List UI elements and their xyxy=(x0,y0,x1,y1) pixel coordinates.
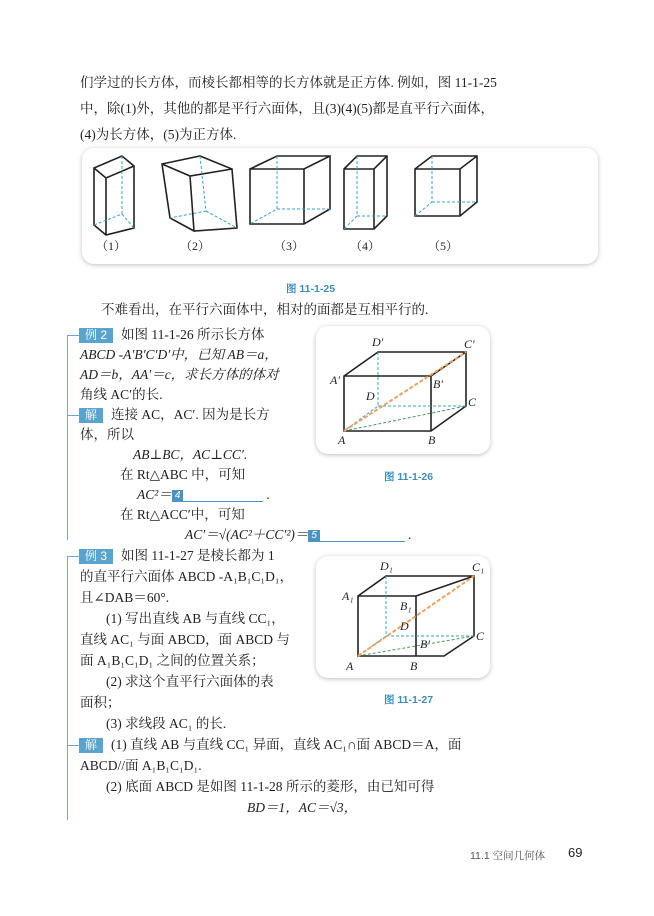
figure-label: （4） xyxy=(350,239,381,253)
blank-line xyxy=(183,489,263,502)
solution-text: (2) 底面 ABCD 是如图 11-1-28 所示的菱形，由已知可得 xyxy=(106,779,435,794)
bracket-tick xyxy=(67,745,79,746)
example-text: (3) 求线段 AC₁ 的长. xyxy=(106,716,227,731)
figure-caption: 图 11-1-26 xyxy=(384,471,434,483)
blank-line xyxy=(320,529,405,542)
intro-line: 们学过的长方体，而棱长都相等的长方体就是正方体. 例如，图 11-1-25 xyxy=(80,75,497,90)
vertex-label: A′ xyxy=(330,373,340,387)
solution-text: (1) 直线 AB 与直线 CC₁ 异面，直线 AC₁∩面 ABCD＝A，面 xyxy=(111,737,462,752)
intro-line: (4)为长方体，(5)为正方体. xyxy=(80,127,237,142)
vertex-label: D xyxy=(400,619,409,633)
solution-text: BD＝1，AC＝√3， xyxy=(247,800,358,815)
example-text: 直线 AC₁ 与面 ABCD，面 ABCD 与 xyxy=(80,632,290,647)
figure-11-1-26 xyxy=(316,326,490,454)
prism-4 xyxy=(344,156,387,229)
footer-section: 11.1 空间几何体 xyxy=(470,850,546,862)
vertex-label: B′ xyxy=(420,637,430,651)
vertex-label: B₁ xyxy=(400,599,412,613)
example-text: 如图 11-1-26 所示长方体 xyxy=(121,327,265,342)
example-text: 面 A₁B₁C₁D₁ 之间的位置关系； xyxy=(80,653,265,668)
answer-blank-4[interactable]: 4 xyxy=(172,490,184,502)
parallelepipeds-drawing xyxy=(82,148,598,244)
solution-tag: 解 xyxy=(79,738,103,753)
bracket-tick xyxy=(67,335,79,336)
prism-2 xyxy=(162,156,237,231)
example-text: 且∠DAB＝60°. xyxy=(80,590,170,605)
bracket-tick xyxy=(67,556,79,557)
vertex-label: C′ xyxy=(464,337,475,351)
example-text: 面积； xyxy=(80,695,121,710)
vertex-label: D₁ xyxy=(380,559,393,573)
figure-label: （3） xyxy=(274,239,305,253)
bracket-line xyxy=(67,335,68,540)
example-text: 的直平行六面体 ABCD -A₁B₁C₁D₁， xyxy=(80,569,294,584)
solution-tag: 解 xyxy=(79,408,103,423)
bracket-line xyxy=(67,556,68,820)
vertex-label: B′ xyxy=(433,377,443,391)
example-text: ABCD -A′B′C′D′中，已知 AB＝a， xyxy=(80,347,278,362)
figure-caption: 图 11-1-27 xyxy=(384,694,434,706)
vertex-label: B xyxy=(410,659,418,673)
vertex-label: C xyxy=(476,629,485,643)
right-parallelepiped-drawing xyxy=(316,556,490,678)
solution-text: 连接 AC，AC′. 因为是长方 xyxy=(111,407,270,422)
solution-text: ABCD//面 A₁B₁C₁D₁. xyxy=(80,758,202,773)
figure-label: （5） xyxy=(428,239,459,253)
vertex-label: A xyxy=(346,659,354,673)
prism-5 xyxy=(415,156,477,216)
vertex-label: A₁ xyxy=(342,589,354,603)
bracket-tick xyxy=(67,415,79,416)
figure-caption: 图 11-1-25 xyxy=(286,283,336,295)
paragraph: 不难看出，在平行六面体中，相对的面都是互相平行的. xyxy=(101,302,429,317)
page-number: 69 xyxy=(568,845,583,860)
example-3-tag: 例 3 xyxy=(79,549,113,564)
answer-blank-5[interactable]: 5 xyxy=(308,530,320,542)
example-2-tag: 例 2 xyxy=(79,328,113,343)
figure-11-1-27 xyxy=(316,556,490,678)
solution-text: AC′＝√(AC²＋CC′²)＝ xyxy=(185,527,309,542)
example-text: 如图 11-1-27 是棱长都为 1 xyxy=(121,548,275,563)
vertex-label: D′ xyxy=(372,335,384,349)
vertex-label: A xyxy=(338,433,346,447)
vertex-label: C₁ xyxy=(472,560,485,574)
solution-text: 体，所以 xyxy=(80,427,134,442)
solution-text: AC²＝ xyxy=(137,487,172,502)
vertex-label: B xyxy=(428,433,436,447)
vertex-label: C xyxy=(468,395,477,409)
figure-label: （1） xyxy=(96,239,127,253)
solution-text: AB⊥BC，AC⊥CC′. xyxy=(133,447,248,462)
example-text: (2) 求这个直平行六面体的表 xyxy=(106,674,274,689)
example-text: (1) 写出直线 AB 与直线 CC₁， xyxy=(106,611,285,626)
solution-text: 在 Rt△ABC 中，可知 xyxy=(120,467,246,482)
intro-line: 中，除(1)外，其他的都是平行六面体，且(3)(4)(5)都是直平行六面体， xyxy=(80,101,494,116)
prism-1 xyxy=(94,156,134,235)
textbook-page: 们学过的长方体，而棱长都相等的长方体就是正方体. 例如，图 11-1-25 中，除(1)外，其他的都是平行六面体，且(3)(4)(5)都是直平行六面体， (4)为长方体，(5)为正方体. （1） （2） （3） （4） （5） 图 11-1-25 不难看出，在平行六面体中，相对的面都是互相平行的. 例 2 如图 11-1-26 所示长方体 ABCD -A′B′C′D′中，已知 AB＝a， AD＝b，AA′＝c，求长方体的体对 角线 AC′的长. 解 连接 AC，AC′. 因为是长方 体，所以 AB⊥BC，AC⊥CC′. 在 Rt△ABC 中，可知 AC²＝ 4 . 在 Rt△ACC′中，可知 AC′＝√(AC²＋CC′²)＝ 5 . D′ C′ A′ B′ D C A B 图 11-1-26 例 3 如图 11-1-27 是棱长都为 1 的直平行六面体 ABCD -A₁B₁C₁D₁， 且∠DAB＝60°. (1) 写出直线 AB 与直线 CC₁， 直线 AC₁ 与面 ABCD，面 ABCD 与 面 A₁B₁C₁D₁ 之间的位置关系； (2) 求这个直平行六面体的表 面积； (3) 求线段 AC₁ 的长. 解 (1) 直线 AB 与直线 CC₁ 异面，直线 AC₁∩面 ABCD＝A，面 ABCD//面 A₁B₁C₁D₁. (2) 底面 ABCD 是如图 11-1-28 所示的菱形，由已知可得 BD＝1，AC＝√3， D₁ C₁ A₁ B₁ D B′ C A B 图 11-1-27 11.1 空间几何体 69 xyxy=(0,0,654,916)
vertex-label: D xyxy=(366,389,375,403)
prism-3 xyxy=(250,156,330,224)
solution-text: 在 Rt△ACC′中，可知 xyxy=(120,507,245,522)
figure-label: （2） xyxy=(180,239,211,253)
figure-11-1-25 xyxy=(82,148,598,264)
example-text: 角线 AC′的长. xyxy=(80,387,163,402)
example-text: AD＝b，AA′＝c，求长方体的体对 xyxy=(80,367,279,382)
